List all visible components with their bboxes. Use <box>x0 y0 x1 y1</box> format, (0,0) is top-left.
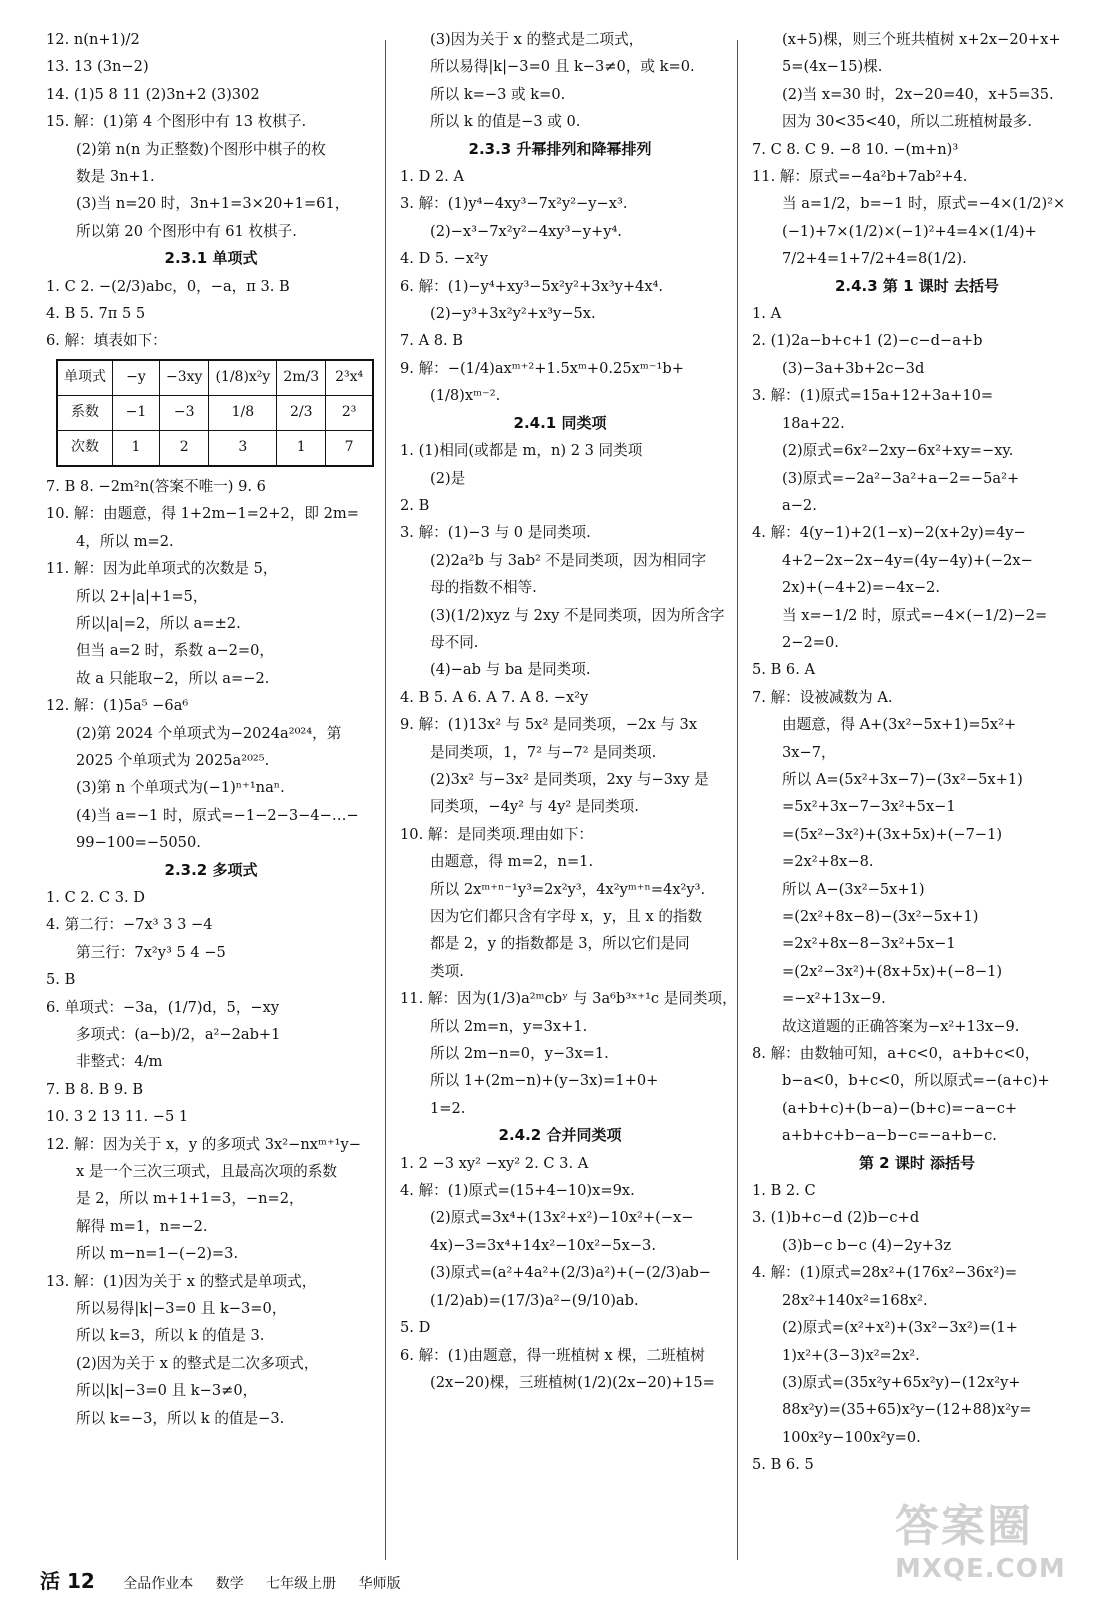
answer-lines <box>752 1177 1082 1478</box>
answer-line: 是 2，所以 m+1+1=3，−n=2， <box>76 1190 304 1208</box>
answer-line: 4. B 5. A 6. A 7. A 8. −x²y <box>400 688 589 706</box>
table-row <box>57 430 373 466</box>
answer-line: (2)当 x=30 时，2x−20=40，x+5=35. <box>782 85 1054 103</box>
answer-lines <box>46 884 376 1432</box>
answer-line: 7. C 8. C 9. −8 10. −(m+n)³ <box>752 140 959 158</box>
answer-lines <box>752 26 1082 273</box>
answer-line: 故 a 只能取−2，所以 a=−2. <box>76 669 270 687</box>
answer-line: 7. B 8. B 9. B <box>46 1080 144 1098</box>
answer-line: 4. 解：(1)原式=(15+4−10)x=9x. <box>400 1182 635 1200</box>
answer-line: (3)(1/2)xyz 与 2xy 不是同类项，因为所含字 <box>430 606 725 624</box>
answer-line: 所以 1+(2m−n)+(y−3x)=1+0+ <box>430 1072 659 1090</box>
table-cell: 2m/3 <box>277 360 326 396</box>
answer-line: 18a+22. <box>782 414 845 432</box>
answer-line: 12. 解：(1)5a⁵ −6a⁶ <box>46 697 189 715</box>
answer-line: 1. A <box>752 305 782 323</box>
answer-lines <box>752 300 1082 1150</box>
watermark-text: 答案圈 <box>895 1501 1033 1552</box>
table-cell: 7 <box>326 430 374 466</box>
answer-line: 4x)−3=3x⁴+14x²−10x²−5x−3. <box>430 1236 656 1254</box>
answer-line: 100x²y−100x²y=0. <box>782 1428 921 1446</box>
answer-line: 母的指数不相等. <box>430 579 537 597</box>
answer-line: 由题意，得 A+(3x²−5x+1)=5x²+ <box>782 716 1017 734</box>
answer-line: =(2x²−3x²)+(8x+5x)+(−8−1) <box>782 962 1003 980</box>
answer-line: (2)2a²b 与 3ab² 不是同类项，因为相同字 <box>430 551 707 569</box>
answer-line: =2x²+8x−8. <box>782 853 874 871</box>
answer-line: 因为 30<35<40，所以二班植树最多. <box>782 113 1032 131</box>
answer-lines <box>400 163 720 410</box>
answer-lines <box>46 26 376 245</box>
answer-line: 所以 A=(5x²+3x−7)−(3x²−5x+1) <box>782 770 1023 788</box>
answer-line: 7. 解：设被减数为 A. <box>752 688 893 706</box>
answer-line: 所以|k|−3=0 且 k−3≠0， <box>76 1382 258 1400</box>
answer-line: 所以易得|k|−3=0 且 k−3=0， <box>76 1300 287 1318</box>
answer-line: 11. 解：因为(1/3)a²ᵐcbʸ 与 3a⁶b³ˣ⁺¹c 是同类项， <box>400 990 737 1008</box>
table-cell: 1/8 <box>209 395 277 430</box>
answer-line: (−1)+7×(1/2)×(−1)²+4=4×(1/4)+ <box>782 222 1037 240</box>
answer-line: 所以第 20 个图形中有 61 枚棋子. <box>76 222 297 240</box>
answer-line: 所以 2m−n=0，y−3x=1. <box>430 1045 609 1063</box>
answer-line: 由题意，得 m=2，n=1. <box>430 853 594 871</box>
answer-line: 7. A 8. B <box>400 332 464 350</box>
answer-line: (1/2)ab)=(17/3)a²−(9/10)ab. <box>430 1291 639 1309</box>
answer-line: 4. D 5. −x²y <box>400 250 489 268</box>
section-heading: 2.3.2 多项式 <box>164 860 258 879</box>
answer-line: 解得 m=1，n=−2. <box>76 1217 208 1235</box>
table-cell: 系数 <box>57 395 113 430</box>
answer-line: b−a<0，b+c<0，所以原式=−(a+c)+ <box>782 1072 1050 1090</box>
section-heading: 2.3.3 升幂排列和降幂排列 <box>468 139 652 158</box>
table-cell: 1 <box>113 430 160 466</box>
section-heading: 2.3.1 单项式 <box>164 249 258 268</box>
answer-line: 5. B 6. A <box>752 661 816 679</box>
answer-line: 1. D 2. A <box>400 168 465 186</box>
answer-line: (2)原式=(x²+x²)+(3x²−3x²)=(1+ <box>782 1319 1018 1337</box>
answer-line: 8. 解：由数轴可知，a+c<0，a+b+c<0， <box>752 1045 1040 1063</box>
answer-line: (2)−y³+3x²y²+x³y−5x. <box>430 305 596 323</box>
answer-line: 11. 解：原式=−4a²b+7ab²+4. <box>752 168 968 186</box>
answer-line: 11. 解：因为此单项式的次数是 5， <box>46 560 278 578</box>
answer-line: =(2x²+8x−8)−(3x²−5x+1) <box>782 908 979 925</box>
answer-line: 2x)+(−4+2)=−4x−2. <box>782 579 940 597</box>
answer-line: 3. 解：(1)−3 与 0 是同类项. <box>400 524 591 542</box>
answer-line: (3)原式=(a²+4a²+(2/3)a²)+(−(2/3)ab− <box>430 1264 712 1282</box>
subject-label: 数学 <box>215 1576 244 1592</box>
answer-line: 5. B 6. 5 <box>752 1456 814 1474</box>
section-heading: 2.4.3 第 1 课时 去括号 <box>834 276 1000 295</box>
answer-line: (4)当 a=−1 时，原式=−1−2−3−4−…− <box>76 806 359 824</box>
answer-line: 所以 k=3，所以 k 的值是 3. <box>76 1327 265 1345</box>
answer-line: (3)因为关于 x 的整式是二项式， <box>430 31 644 48</box>
answer-line: 当 a=1/2，b=−1 时，原式=−4×(1/2)²× <box>782 195 1066 213</box>
answer-line: =(5x²−3x²)+(3x+5x)+(−7−1) <box>782 825 1003 843</box>
answer-line: a+b+c+b−a−b−c=−a+b−c. <box>782 1127 997 1145</box>
answer-line: 1)x²+(3−3)x²=2x². <box>782 1346 920 1364</box>
answer-line: 所以易得|k|−3=0 且 k−3≠0，或 k=0. <box>430 58 695 76</box>
answer-line: 7/2+4=1+7/2+4=8(1/2). <box>782 250 967 268</box>
answer-line: (x+5)棵，则三个班共植树 x+2x−20+x+ <box>782 31 1061 48</box>
answer-line: 4，所以 m=2. <box>76 532 174 550</box>
answer-line: 13. 13 (3n−2) <box>46 58 149 76</box>
page-footer <box>40 1565 419 1594</box>
answer-line: 因为它们都只含有字母 x，y，且 x 的指数 <box>430 908 703 925</box>
answer-line: 第三行：7x²y³ 5 4 −5 <box>76 943 226 961</box>
table-cell: −y <box>113 360 160 396</box>
table-cell: 2/3 <box>277 395 326 430</box>
answer-line: 所以 m−n=1−(−2)=3. <box>76 1245 239 1263</box>
book-title: 全品作业本 <box>123 1576 194 1592</box>
grade-label: 七年级上册 <box>266 1576 337 1592</box>
answer-line: 6. 单项式：−3a，(1/7)d，5，−xy <box>46 998 280 1016</box>
answer-line: 所以|a|=2，所以 a=±2. <box>76 614 241 632</box>
answer-line: 9. 解：(1)13x² 与 5x² 是同类项，−2x 与 3x <box>400 716 698 734</box>
answer-line: 6. 解：填表如下： <box>46 332 167 350</box>
table-cell: 次数 <box>57 430 113 466</box>
table-cell: 单项式 <box>57 360 113 396</box>
answer-line: (3)原式=−2a²−3a²+a−2=−5a²+ <box>782 469 1020 487</box>
answer-line: 7. B 8. −2m²n(答案不唯一) 9. 6 <box>46 477 266 495</box>
answer-line: 2−2=0. <box>782 633 839 651</box>
answer-line: (2)第 2024 个单项式为−2024a²⁰²⁴，第 <box>76 724 342 742</box>
answer-lines <box>46 273 376 355</box>
answer-line: (3)当 n=20 时，3n+1=3×20+1=61， <box>76 195 350 213</box>
answer-line: 1. 2 −3 xy² −xy² 2. C 3. A <box>400 1154 589 1172</box>
watermark-logo <box>895 1490 1095 1590</box>
table-cell: 2 <box>160 430 209 466</box>
answer-line: 所以 A−(3x²−5x+1) <box>782 880 925 898</box>
section-heading: 2.4.2 合并同类项 <box>498 1126 622 1145</box>
monomial-table-body <box>57 360 373 466</box>
answer-line: 88x²y)=(35+65)x²y−(12+88)x²y= <box>782 1401 1032 1419</box>
answer-line: 所以 2m=n，y=3x+1. <box>430 1017 588 1035</box>
table-cell: −1 <box>113 395 160 430</box>
answer-line: 5. D <box>400 1319 431 1337</box>
answer-line: (a+b+c)+(b−a)−(b+c)=−a−c+ <box>782 1099 1018 1117</box>
answer-line: =−x²+13x−9. <box>782 990 886 1008</box>
answer-line: 28x²+140x²=168x². <box>782 1291 928 1309</box>
table-row <box>57 395 373 430</box>
answer-line: 1. C 2. C 3. D <box>46 888 145 906</box>
answer-line: 12. n(n+1)/2 <box>46 31 140 48</box>
watermark-url: MXQE.COM <box>895 1554 1066 1584</box>
answer-line: =2x²+8x−8−3x²+5x−1 <box>782 935 956 953</box>
answer-lines <box>400 26 720 136</box>
answer-line: 10. 解：由题意，得 1+2m−1=2+2，即 2m= <box>46 505 359 523</box>
monomial-table <box>56 359 374 467</box>
answer-line: a−2. <box>782 496 817 514</box>
answer-line: 4. 解：(1)原式=28x²+(176x²−36x²)= <box>752 1264 1018 1282</box>
answer-lines <box>400 437 737 1122</box>
answer-line: 3. 解：(1)原式=15a+12+3a+10= <box>752 387 994 405</box>
answer-line: 但当 a=2 时，系数 a−2=0， <box>76 642 275 660</box>
answer-line: (2)3x² 与−3x² 是同类项，2xy 与−3xy 是 <box>430 770 709 788</box>
answer-line: 母不同. <box>430 633 479 651</box>
answer-line: (3)第 n 个单项式为(−1)ⁿ⁺¹naⁿ. <box>76 779 285 797</box>
answer-line: 所以 2xᵐ⁺ⁿ⁻¹y³=2x²y³，4x²yᵐ⁺ⁿ=4x²y³. <box>430 880 706 898</box>
answer-line: 6. 解：(1)由题意，得一班植树 x 棵，二班植树 <box>400 1346 705 1364</box>
column-middle <box>400 26 737 1396</box>
answer-line: (4)−ab 与 ba 是同类项. <box>430 661 591 679</box>
answer-line: (3)原式=(35x²y+65x²y)−(12x²y+ <box>782 1373 1021 1391</box>
answer-line: (2)第 n(n 为正整数)个图形中棋子的枚 <box>76 140 326 158</box>
answer-line: 1. B 2. C <box>752 1182 816 1200</box>
answer-line: 4. B 5. 7π 5 5 <box>46 305 146 323</box>
answer-line: 10. 解：是同类项.理由如下： <box>400 825 594 843</box>
answer-line: (2)原式=6x²−2xy−6x²+xy=−xy. <box>782 442 1014 460</box>
answer-line: 2025 个单项式为 2025a²⁰²⁵. <box>76 751 270 769</box>
column-divider <box>737 40 738 1560</box>
page-number: 活 12 <box>40 1569 95 1593</box>
answer-line: 4. 解：4(y−1)+2(1−x)−2(x+2y)=4y− <box>752 524 1026 542</box>
answer-line: 2. (1)2a−b+c+1 (2)−c−d−a+b <box>752 332 983 350</box>
answer-line: 都是 2，y 的指数都是 3，所以它们是同 <box>430 935 690 953</box>
answer-line: 所以 k=−3 或 k=0. <box>430 85 566 103</box>
answer-line: 当 x=−1/2 时，原式=−4×(−1/2)−2= <box>782 606 1048 624</box>
answer-line: 3x−7， <box>782 743 836 761</box>
table-cell: 3 <box>209 430 277 466</box>
answer-line: 13. 解：(1)因为关于 x 的整式是单项式， <box>46 1272 317 1290</box>
answer-line: 4. 第二行：−7x³ 3 3 −4 <box>46 916 213 934</box>
answer-line: (3)b−c b−c (4)−2y+3z <box>782 1236 952 1254</box>
table-cell: (1/8)x²y <box>209 360 277 396</box>
answer-line: 15. 解：(1)第 4 个图形中有 13 枚棋子. <box>46 113 307 131</box>
answer-line: =5x²+3x−7−3x²+5x−1 <box>782 798 956 816</box>
table-cell: 1 <box>277 430 326 466</box>
table-cell: 2³x⁴ <box>326 360 374 396</box>
column-right <box>752 26 1082 1479</box>
edition-label: 华师版 <box>358 1576 401 1592</box>
answer-line: 4+2−2x−2x−4y=(4y−4y)+(−2x− <box>782 551 1033 569</box>
answer-line: (2)原式=3x⁴+(13x²+x²)−10x²+(−x− <box>430 1209 694 1227</box>
answer-line: 数是 3n+1. <box>76 168 155 186</box>
table-row <box>57 360 373 396</box>
answer-line: (1/8)xᵐ⁻². <box>430 387 501 405</box>
answer-line: 99−100=−5050. <box>76 834 201 852</box>
table-cell: −3 <box>160 395 209 430</box>
answer-line: 2. B <box>400 496 430 514</box>
answer-line: 1. C 2. −(2/3)abc，0，−a，π 3. B <box>46 277 290 295</box>
answer-line: 6. 解：(1)−y⁴+xy³−5x²y²+3x³y+4x⁴. <box>400 277 664 295</box>
answer-line: 所以 k 的值是−3 或 0. <box>430 113 581 131</box>
answer-line: 1=2. <box>430 1099 466 1117</box>
answer-lines <box>400 1150 720 1397</box>
answer-line: 5=(4x−15)棵. <box>782 58 883 76</box>
answer-line: 14. (1)5 8 11 (2)3n+2 (3)302 <box>46 85 260 103</box>
answer-lines <box>46 473 376 857</box>
answer-line: 3. (1)b+c−d (2)b−c+d <box>752 1209 920 1227</box>
answer-line: 是同类项，1，7² 与−7² 是同类项. <box>430 743 657 761</box>
answer-line: (2x−20)棵，三班植树(1/2)(2x−20)+15= <box>430 1373 715 1391</box>
answer-line: 3. 解：(1)y⁴−4xy³−7x²y²−y−x³. <box>400 195 628 213</box>
answer-line: 故这道题的正确答案为−x²+13x−9. <box>782 1017 1020 1035</box>
answer-line: 同类项，−4y² 与 4y² 是同类项. <box>430 798 639 816</box>
table-cell: 2³ <box>326 395 374 430</box>
table-cell: −3xy <box>160 360 209 396</box>
column-divider <box>385 40 386 1560</box>
section-heading: 2.4.1 同类项 <box>513 413 607 432</box>
answer-line: 9. 解：−(1/4)axᵐ⁺²+1.5xᵐ+0.25xᵐ⁻¹b+ <box>400 359 684 377</box>
answer-line: 所以 2+|a|+1=5， <box>76 587 208 605</box>
answer-line: 10. 3 2 13 11. −5 1 <box>46 1108 189 1126</box>
answer-line: 类项. <box>430 962 464 980</box>
answer-line: 所以 k=−3，所以 k 的值是−3. <box>76 1409 285 1427</box>
answer-line: x 是一个三次三项式，且最高次项的系数 <box>76 1163 337 1181</box>
answer-line: (3)−3a+3b+2c−3d <box>782 359 925 377</box>
answer-line: 1. (1)相同(或都是 m，n) 2 3 同类项 <box>400 442 643 460</box>
answer-line: (2)−x³−7x²y²−4xy³−y+y⁴. <box>430 222 622 240</box>
section-heading: 第 2 课时 添括号 <box>858 1153 976 1172</box>
answer-line: (2)因为关于 x 的整式是二次多项式， <box>76 1354 319 1372</box>
answer-line: 非整式：4/m <box>76 1053 163 1071</box>
column-left <box>46 26 376 1432</box>
answer-line: 5. B <box>46 971 76 989</box>
answer-line: 12. 解：因为关于 x，y 的多项式 3x²−nxᵐ⁺¹y− <box>46 1135 361 1153</box>
answer-line: (2)是 <box>430 469 466 487</box>
answer-line: 多项式：(a−b)/2，a²−2ab+1 <box>76 1026 281 1043</box>
